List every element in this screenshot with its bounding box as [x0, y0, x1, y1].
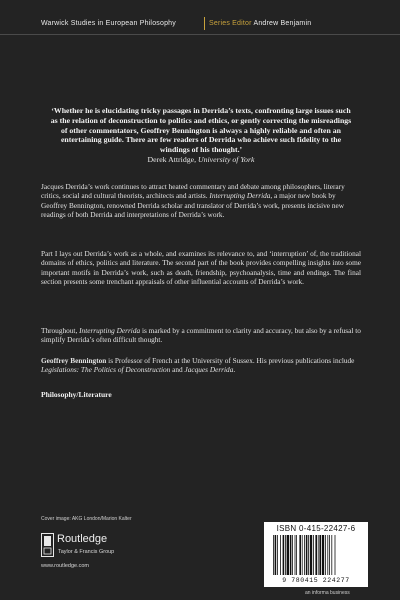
bio-text: . [233, 365, 236, 375]
series-editor-name: Andrew Benjamin [253, 20, 312, 27]
routledge-logo-icon [41, 533, 54, 557]
quote-affiliation: University of York [197, 155, 255, 164]
quote-author: Derek Attridge, [147, 155, 197, 164]
bio-text: and [170, 365, 185, 375]
endorsement-quote: ‘Whether he is elucidating tricky passages in Derrida’s texts, confronting large issues such as the relation of deconstruction to politics and ethics, or gently correcting the misreadings of other commentators, Geoffrey Bennington is always a highly reliable and often an entertaining guide. There are few readers of Derrida who achieve such fidelity to the windings of his thought.’ [50, 106, 352, 155]
subject-category: Philosophy/Literature [41, 390, 112, 399]
previous-book-title: Legislations: The Politics of Deconstruction [41, 365, 171, 375]
blurb-text: , a major new book by Geoffrey Bennington, renowned Derrida scholar and translator of Derrida’s work, presents incisive new readings of both Derrida and interpretations of Derrida’s work. [41, 191, 344, 219]
isbn-number: ISBN 0-415-22427-6 [276, 524, 356, 533]
book-title: Interrupting Derrida [209, 191, 271, 201]
cover-image-credit: Cover image: AKG London/Marion Kalter [41, 516, 132, 522]
author-name: Geoffrey Bennington [41, 356, 107, 365]
book-title: Interrupting Derrida [79, 326, 141, 335]
barcode-icon [272, 535, 360, 575]
quote-attribution [50, 155, 352, 165]
series-editor-label: Series Editor [209, 20, 252, 27]
publisher-group: Taylor & Francis Group [58, 549, 115, 555]
blurb-text: is marked by a commitment to clarity and accuracy, but also by a refusal to simplify Derrida’s often difficult thought. [41, 326, 361, 345]
blurb-paragraph-1 [41, 182, 361, 219]
blurb-paragraph-2: Part I lays out Derrida’s work as a whole, and examines its relevance to, and ‘interruption’ of, the traditional domains of ethics, politics and literature. The second part of the book provides compelling insights into some important motifs in Derrida’s work, such as death, friendship, psychoanalysis, time and endings. The final section presents some trenchant appraisals of other influential accounts of Derrida’s work. [41, 249, 361, 286]
ean-number: 9 780415 224277 [282, 577, 350, 584]
header-divider [204, 17, 205, 30]
author-bio [41, 356, 361, 375]
barcode-panel [264, 522, 368, 587]
informa-tagline: an informa business [305, 590, 350, 596]
previous-book-title: Jacques Derrida [184, 365, 234, 375]
blurb-text: Throughout, [41, 326, 80, 335]
publisher-name: Routledge [57, 533, 108, 545]
bio-text: is Professor of French at the University of Sussex. His previous publications include [106, 356, 355, 365]
publisher-url: www.routledge.com [41, 563, 89, 569]
series-title: Warwick Studies in European Philosophy [41, 20, 176, 27]
series-editor [209, 20, 311, 27]
series-header [0, 0, 400, 35]
blurb-text: Jacques Derrida’s work continues to attract heated commentary and debate among philosophers, literary critics, social and cultural theorists, architects and artists. [41, 182, 345, 201]
blurb-paragraph-3 [41, 326, 361, 345]
